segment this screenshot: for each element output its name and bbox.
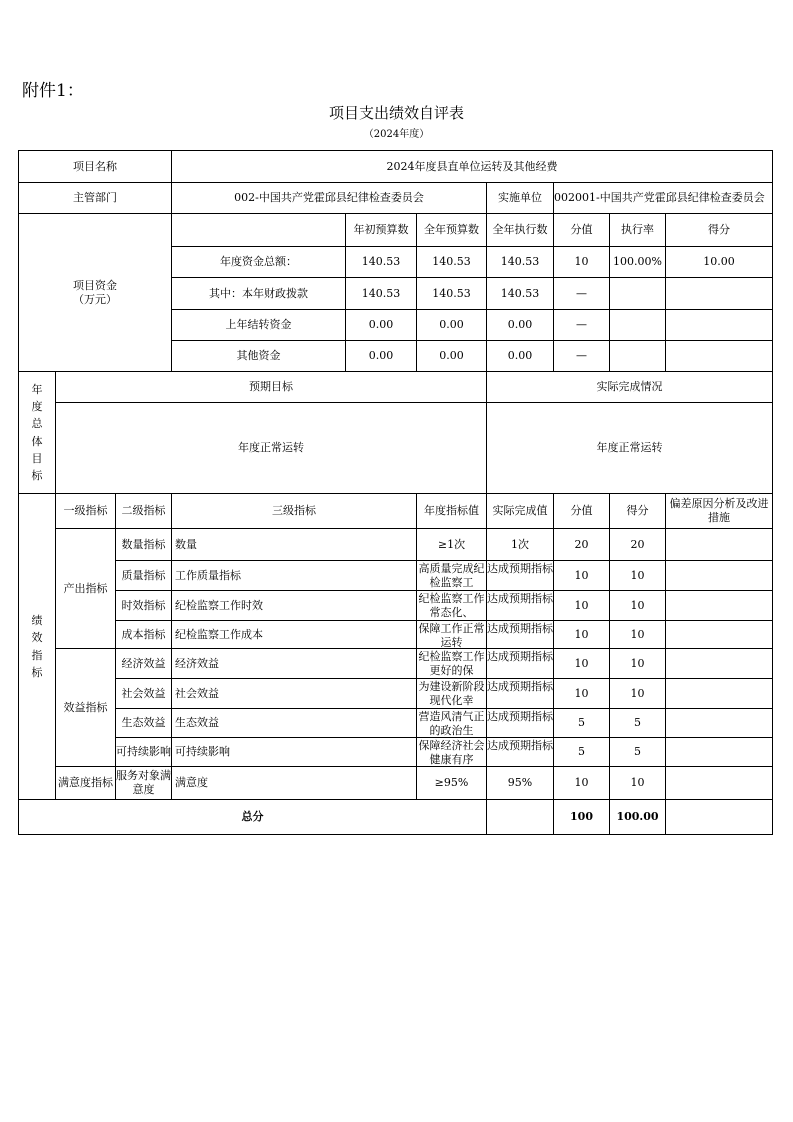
indicator-level2-text: 质量指标: [121, 568, 166, 582]
impl-value-text: 002001-中国共产党霍邱县纪律检查委员会: [554, 191, 765, 205]
funds-row-executed-text: 140.53: [500, 255, 540, 269]
funds-col-header: [609, 213, 666, 247]
indicator-score-value: [553, 766, 610, 800]
dept-value: [171, 182, 487, 214]
funds-row-name: [171, 340, 346, 372]
indicator-target-text: 高质量完成纪检监察工: [418, 562, 485, 589]
indicator-target: [416, 528, 487, 561]
funds-col-header-text: 全年执行数: [492, 223, 548, 237]
indicator-reason: [665, 766, 773, 800]
dept-label: [18, 182, 172, 214]
indicator-target: [416, 737, 487, 767]
indicator-target: [416, 620, 487, 649]
indicator-reason: [665, 560, 773, 591]
indicator-score-value: [553, 737, 610, 767]
indicator-level3-text: 纪检监察工作成本: [175, 627, 263, 641]
indicator-score-text: 5: [634, 745, 641, 759]
indicator-actual: [486, 560, 554, 591]
indicator-score: [609, 678, 666, 709]
indicator-score-value-text: 10: [574, 656, 589, 670]
indicators-col-level1-text: 一级指标: [63, 504, 108, 518]
total-label: [18, 799, 487, 835]
indicator-target-text: 营造风清气正的政治生: [418, 710, 485, 737]
funds-row-name-text: 上年结转资金: [225, 318, 292, 332]
indicators-col-score-text: 得分: [626, 504, 649, 518]
indicator-level2-text: 服务对象满意度: [116, 769, 171, 796]
indicator-score-text: 10: [630, 598, 645, 612]
indicator-target: [416, 560, 487, 591]
indicator-reason: [665, 678, 773, 709]
indicator-score-value-text: 10: [574, 627, 589, 641]
funds-row-score: [665, 340, 773, 372]
funds-row-executed: [486, 309, 554, 341]
goals-actual-value: [486, 402, 773, 494]
indicator-score-value: [553, 648, 610, 679]
indicator-level3: [171, 708, 417, 738]
indicator-score: [609, 528, 666, 561]
indicator-score-value-text: 10: [574, 598, 589, 612]
funds-row-name: [171, 309, 346, 341]
indicator-target: [416, 678, 487, 709]
group-satisfaction-text: 满意度指标: [58, 776, 113, 790]
funds-row-score: [665, 277, 773, 310]
funds-row-executed: [486, 277, 554, 310]
indicator-score-value: [553, 528, 610, 561]
funds-row-name-text: 年度资金总额：: [220, 255, 297, 269]
project-name-value: [171, 150, 773, 183]
indicators-col-level3: [171, 493, 417, 529]
indicator-score-text: 5: [634, 716, 641, 730]
indicators-col-score-value: [553, 493, 610, 529]
funds-row-score-value: [553, 340, 610, 372]
funds-row-initial: [345, 277, 417, 310]
funds-row-rate: [609, 277, 666, 310]
funds-row-initial: [345, 309, 417, 341]
goals-actual-header-text: 实际完成情况: [596, 380, 663, 394]
group-benefit: [55, 648, 116, 767]
indicator-level2-text: 经济效益: [121, 656, 166, 670]
indicator-level3: [171, 620, 417, 649]
indicator-level2-text: 时效指标: [121, 598, 166, 612]
indicator-level3: [171, 737, 417, 767]
page-title: 项目支出绩效自评表: [328, 104, 464, 122]
funds-row-initial-text: 0.00: [368, 318, 394, 332]
indicators-col-score-value-text: 分值: [570, 504, 593, 518]
indicator-level3-text: 满意度: [175, 776, 208, 790]
indicator-reason: [665, 648, 773, 679]
indicator-level2: [115, 528, 172, 561]
indicator-target: [416, 708, 487, 738]
impl-value: [553, 182, 773, 214]
indicator-actual: [486, 648, 554, 679]
indicator-score-value-text: 10: [574, 686, 589, 700]
funds-col-header-text: 年初预算数: [353, 223, 409, 237]
goals-expected-header: [55, 371, 487, 403]
indicator-reason: [665, 708, 773, 738]
goals-expected-header-text: 预期目标: [249, 380, 293, 394]
indicator-level2: [115, 678, 172, 709]
funds-col-header: [486, 213, 554, 247]
indicator-score-value-text: 5: [578, 745, 585, 759]
funds-row-annual-text: 140.53: [432, 286, 471, 300]
indicator-actual: [486, 678, 554, 709]
indicator-level2-text: 社会效益: [121, 686, 166, 700]
indicator-actual-text: 达成预期指标: [487, 592, 553, 605]
funds-row-executed-text: 0.00: [507, 349, 533, 363]
indicator-target-text: 纪检监察工作更好的保: [418, 650, 485, 677]
indicators-col-reason: [665, 493, 773, 529]
indicator-score-value: [553, 590, 610, 621]
funds-row-rate: [609, 309, 666, 341]
indicator-score-text: 10: [630, 776, 645, 790]
indicator-score: [609, 590, 666, 621]
indicators-col-level3-text: 三级指标: [272, 504, 316, 518]
indicator-level3-text: 可持续影响: [175, 745, 230, 759]
group-satisfaction: [55, 766, 116, 800]
funds-label-line2: （万元）: [73, 292, 117, 306]
indicator-actual-text: 达成预期指标: [487, 650, 553, 663]
funds-label-line1: 项目资金: [73, 278, 117, 292]
indicator-actual: [486, 766, 554, 800]
indicator-level2: [115, 766, 172, 800]
indicator-level2-text: 成本指标: [121, 627, 166, 641]
indicator-target-text: 保障工作正常运转: [418, 622, 485, 649]
indicator-level2-text: 生态效益: [121, 716, 166, 730]
indicator-actual: [486, 737, 554, 767]
funds-row-score-value-text: 10: [574, 255, 589, 269]
goals-actual-header: [486, 371, 773, 403]
indicator-score-value: [553, 620, 610, 649]
indicator-score: [609, 708, 666, 738]
indicator-level2: [115, 560, 172, 591]
goals-actual-value-text: 年度正常运转: [596, 441, 663, 455]
funds-row-name-text: 其中：本年财政拨款: [209, 286, 308, 300]
impl-label: [486, 182, 554, 214]
group-benefit-text: 效益指标: [63, 700, 108, 714]
indicators-section-label-text: 绩效指标: [31, 614, 43, 679]
dept-label-text: 主管部门: [73, 191, 117, 205]
total-score-value: [553, 799, 610, 835]
total-reason-blank: [665, 799, 773, 835]
indicator-target: [416, 648, 487, 679]
indicator-score-value: [553, 678, 610, 709]
indicator-target-text: 纪检监察工作常态化、: [418, 592, 485, 619]
indicator-level3: [171, 766, 417, 800]
funds-col-header-text: 得分: [708, 223, 730, 237]
funds-row-score-value-text: —: [576, 349, 587, 363]
indicator-score-value: [553, 560, 610, 591]
indicator-actual: [486, 590, 554, 621]
goals-label: [18, 371, 56, 494]
indicator-reason: [665, 528, 773, 561]
indicator-score-text: 10: [630, 568, 645, 582]
total-label-text: 总分: [241, 810, 264, 824]
indicators-col-level2-text: 二级指标: [121, 504, 166, 518]
indicator-score-text: 10: [630, 656, 645, 670]
total-score: [609, 799, 666, 835]
indicator-actual-text: 达成预期指标: [487, 710, 553, 723]
impl-label-text: 实施单位: [498, 191, 542, 205]
group-output: [55, 528, 116, 649]
funds-row-score-text: 10.00: [703, 255, 735, 269]
funds-row-annual-text: 0.00: [439, 318, 464, 332]
indicators-col-actual: [486, 493, 554, 529]
funds-header-blank: [171, 213, 346, 247]
indicator-actual: [486, 620, 554, 649]
indicators-col-level2: [115, 493, 172, 529]
indicator-level2-text: 数量指标: [121, 537, 166, 551]
funds-row-annual-text: 140.53: [432, 255, 471, 269]
indicator-level3-text: 生态效益: [175, 716, 219, 730]
funds-col-header-text: 执行率: [621, 223, 654, 237]
funds-row-score-value: [553, 277, 610, 310]
funds-row-initial: [345, 246, 417, 278]
indicator-actual-text: 1次: [511, 537, 529, 551]
funds-col-header: [553, 213, 610, 247]
indicator-actual-text: 达成预期指标: [487, 622, 553, 635]
indicator-score: [609, 737, 666, 767]
group-output-text: 产出指标: [63, 581, 108, 595]
funds-row-rate-text: 100.00%: [613, 255, 662, 269]
indicator-level3: [171, 590, 417, 621]
indicators-col-level1: [55, 493, 116, 529]
indicators-section-label: [18, 493, 56, 800]
indicator-actual-text: 达成预期指标: [487, 562, 553, 575]
goals-expected-value: [55, 402, 487, 494]
funds-row-annual: [416, 340, 487, 372]
funds-row-name-text: 其他资金: [236, 349, 281, 363]
indicator-level3-text: 社会效益: [175, 686, 219, 700]
indicator-level2-text: 可持续影响: [116, 745, 171, 759]
indicator-target-text: 为建设新阶段现代化幸: [418, 680, 485, 707]
indicator-level2: [115, 737, 172, 767]
funds-row-executed-text: 140.53: [500, 286, 540, 300]
indicator-level3: [171, 678, 417, 709]
indicator-score: [609, 766, 666, 800]
indicator-level3: [171, 560, 417, 591]
indicator-score-value-text: 10: [574, 568, 589, 582]
attachment-label: 附件1：: [22, 81, 84, 101]
funds-row-score: [665, 246, 773, 278]
funds-row-executed: [486, 340, 554, 372]
indicator-score: [609, 648, 666, 679]
indicator-level2: [115, 648, 172, 679]
funds-col-header: [665, 213, 773, 247]
funds-row-score-value-text: —: [576, 286, 587, 300]
indicator-actual-text: 95%: [507, 776, 533, 790]
page-subtitle: （2024年度）: [363, 129, 430, 140]
funds-col-header-text: 全年预算数: [424, 223, 479, 237]
project-name-label-text: 项目名称: [73, 159, 117, 173]
funds-row-annual: [416, 277, 487, 310]
funds-row-score-value-text: —: [576, 318, 587, 332]
indicator-actual: [486, 708, 554, 738]
indicator-level2: [115, 708, 172, 738]
funds-row-score-value: [553, 246, 610, 278]
indicator-level3-text: 纪检监察工作时效: [175, 598, 263, 612]
funds-row-annual: [416, 246, 487, 278]
funds-label: [18, 213, 172, 372]
funds-row-executed: [486, 246, 554, 278]
funds-row-initial-text: 140.53: [361, 286, 401, 300]
indicator-reason: [665, 590, 773, 621]
indicator-level3-text: 经济效益: [175, 656, 219, 670]
funds-row-annual: [416, 309, 487, 341]
indicator-score-value-text: 10: [574, 776, 589, 790]
funds-col-header-text: 分值: [570, 223, 593, 237]
indicator-reason: [665, 737, 773, 767]
funds-row-score-value: [553, 309, 610, 341]
indicator-reason: [665, 620, 773, 649]
indicators-col-actual-text: 实际完成值: [492, 504, 548, 518]
indicator-score-text: 20: [630, 537, 645, 551]
goals-label-text: 年度总体目标: [31, 383, 43, 482]
indicator-target: [416, 590, 487, 621]
indicator-level3: [171, 528, 417, 561]
funds-row-rate: [609, 340, 666, 372]
indicator-actual: [486, 528, 554, 561]
indicator-score: [609, 620, 666, 649]
indicator-target-text: ≥95%: [434, 776, 469, 790]
indicator-score-value-text: 5: [578, 716, 585, 730]
indicator-actual-text: 达成预期指标: [487, 680, 553, 693]
indicator-target: [416, 766, 487, 800]
funds-row-name: [171, 277, 346, 310]
indicator-score-value: [553, 708, 610, 738]
total-blank: [486, 799, 554, 835]
funds-row-initial-text: 0.00: [368, 349, 394, 363]
project-name-value-text: 2024年度县直单位运转及其他经费: [386, 159, 558, 173]
funds-row-name: [171, 246, 346, 278]
indicators-col-reason-text: 偏差原因分析及改进措施: [669, 497, 769, 524]
indicator-actual-text: 达成预期指标: [487, 739, 553, 752]
indicator-target-text: ≥1次: [437, 537, 466, 551]
indicator-score-text: 10: [630, 686, 645, 700]
indicator-target-text: 保障经济社会健康有序: [418, 739, 485, 766]
indicator-score-value-text: 20: [574, 537, 589, 551]
indicator-level3-text: 工作质量指标: [175, 568, 241, 582]
indicator-level3: [171, 648, 417, 679]
indicator-level3-text: 数量: [175, 537, 197, 551]
funds-col-header: [416, 213, 487, 247]
indicators-col-target: [416, 493, 487, 529]
funds-row-initial: [345, 340, 417, 372]
dept-value-text: 002-中国共产党霍邱县纪律检查委员会: [234, 191, 424, 205]
funds-col-header: [345, 213, 417, 247]
funds-row-score: [665, 309, 773, 341]
funds-row-executed-text: 0.00: [507, 318, 533, 332]
indicators-col-target-text: 年度指标值: [424, 504, 479, 518]
goals-expected-value-text: 年度正常运转: [238, 441, 304, 455]
funds-row-initial-text: 140.53: [361, 255, 401, 269]
funds-row-annual-text: 0.00: [439, 349, 464, 363]
indicators-col-score: [609, 493, 666, 529]
indicator-level2: [115, 590, 172, 621]
indicator-score: [609, 560, 666, 591]
indicator-score-text: 10: [630, 627, 645, 641]
funds-row-rate: [609, 246, 666, 278]
total-score-text: 100.00: [616, 810, 659, 824]
indicator-level2: [115, 620, 172, 649]
project-name-label: [18, 150, 172, 183]
total-score-value-text: 100: [570, 810, 593, 824]
